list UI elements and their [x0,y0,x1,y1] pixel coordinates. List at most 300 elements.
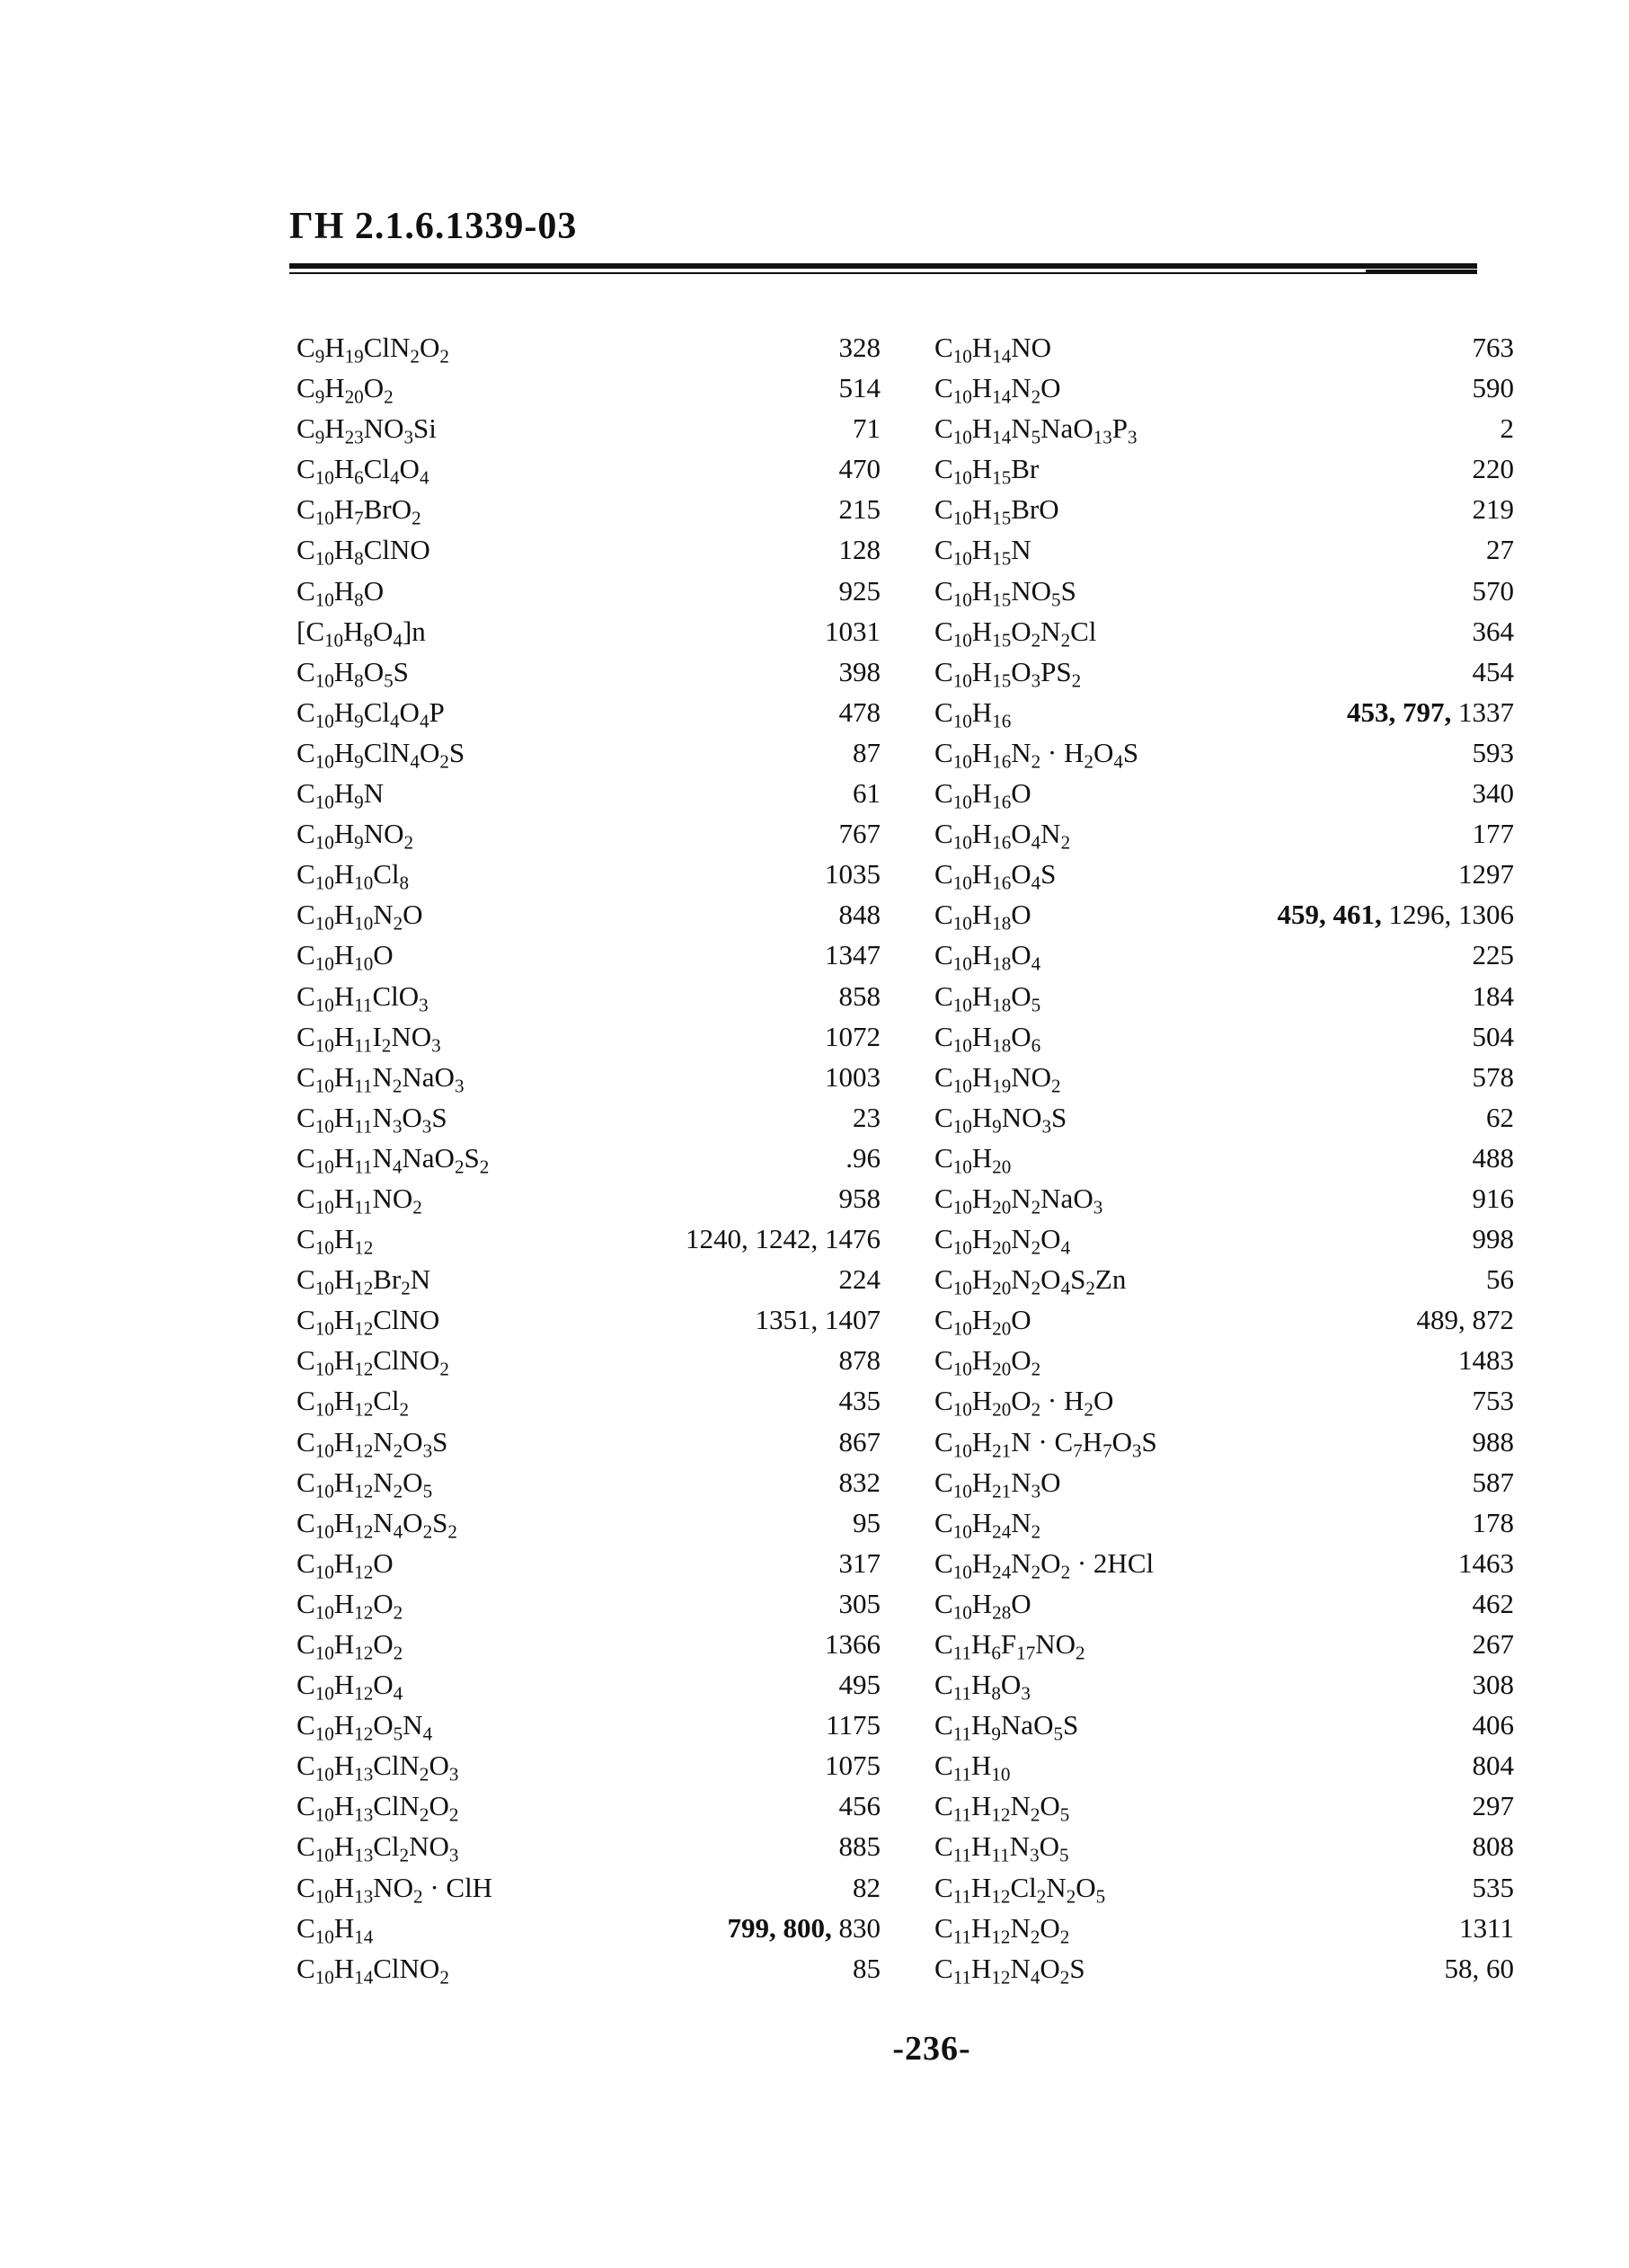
reference-numbers [1473,1785,1515,1826]
formula-row [297,1826,881,1866]
reference-number-text: 435 [838,1385,881,1417]
chemical-formula: $[C_{10}H_8O_4]n$ [297,615,426,651]
reference-number-text: 767 [838,818,881,850]
chemical-formula: $C_{10}H_{14}N_2O$ [934,372,1061,408]
reference-number-text: 489, 872 [1416,1304,1514,1336]
chemical-formula: $C_{10}H_{13}NO_2$ · ClH [297,1871,493,1908]
reference-numbers [1473,1138,1515,1178]
formula-row [934,529,1514,570]
reference-numbers [1458,1543,1514,1583]
chemical-formula: $C_{10}H_{12}ClNO_2$ [297,1344,449,1381]
reference-numbers [853,773,881,813]
formula-row [934,1016,1514,1057]
reference-number-text: 82 [853,1871,881,1903]
reference-numbers [825,935,881,975]
reference-number-text: 804 [1472,1750,1514,1782]
formula-row [297,651,881,692]
reference-number-text: 1351, 1407 [755,1304,881,1336]
reference-numbers [1473,1583,1515,1624]
formula-row [297,1462,881,1502]
formula-row [297,1340,881,1380]
reference-number-text: 587 [1472,1466,1514,1498]
formula-row [297,1178,881,1218]
chemical-formula: $C_{10}H_{12}O_2$ [297,1587,403,1624]
formula-row [934,1097,1514,1138]
reference-numbers [1473,1624,1515,1664]
formula-row [934,1057,1514,1097]
chemical-formula: $C_{11}H_{12}N_4O_2S$ [934,1952,1085,1989]
reference-number-text: 23 [853,1101,881,1133]
formula-index-left-column [297,327,881,1989]
formula-row [297,1502,881,1543]
reference-numbers [839,692,881,732]
formula-row [934,1867,1514,1908]
reference-number-text: 95 [853,1506,881,1538]
reference-numbers [825,1057,881,1097]
chemical-formula: $C_{11}H_{12}N_2O_2$ [934,1911,1070,1948]
formula-row [297,1422,881,1462]
formula-row [297,1543,881,1583]
formula-row [297,1785,881,1826]
formula-row [934,854,1514,894]
formula-row [934,894,1514,935]
chemical-formula: $C_{10}H_{15}N$ [934,534,1031,571]
reference-number-text: 71 [853,412,881,445]
reference-number-text: 590 [1472,372,1514,404]
chemical-formula: $C_{10}H_{21}N \cdot C_7H_7O_3S$ [934,1425,1157,1462]
reference-number-text: 988 [1472,1425,1514,1457]
chemical-formula: $C_{11}H_{11}N_3O_5$ [934,1830,1069,1867]
reference-numbers [839,1462,881,1502]
reference-number-text: 495 [838,1669,881,1701]
reference-numbers [1473,448,1515,489]
chemical-formula: $C_{10}H_{12}ClNO$ [297,1304,440,1340]
chemical-formula: $C_{10}H_{16}N_2 \cdot H_2O_4S$ [934,736,1139,773]
reference-numbers [839,1543,881,1583]
formula-row [934,732,1514,773]
reference-numbers [825,611,881,651]
reference-number-text: 1075 [825,1750,881,1782]
chemical-formula: $C_{10}H_{16}O$ [934,777,1031,813]
chemical-formula: $C_{10}H_{16}O_4N_2$ [934,818,1071,854]
reference-numbers [839,327,881,368]
formula-row [297,448,881,489]
formula-row [297,408,881,448]
formula-row [934,327,1514,368]
bold-reference-numbers: 459, 461, [1277,899,1389,931]
formula-row [297,854,881,894]
chemical-formula: $C_{10}H_{18}O_6$ [934,1020,1041,1057]
reference-numbers [839,813,881,854]
formula-row [934,1502,1514,1543]
reference-numbers [1473,1057,1515,1097]
reference-number-text: 454 [1472,655,1514,687]
formula-row [297,773,881,813]
chemical-formula: $C_{10}H_{13}Cl_2NO_3$ [297,1830,459,1867]
chemical-formula: $C_{11}H_8O_3$ [934,1669,1031,1705]
formula-row [297,692,881,732]
chemical-formula: $C_{10}H_{12}N_4O_2S_2$ [297,1506,457,1543]
reference-numbers [839,448,881,489]
chemical-formula: $C_{10}H_{12}N_2O_5$ [297,1466,433,1502]
formula-row [297,1705,881,1745]
chemical-formula: $C_{10}H_{24}N_2$ [934,1506,1041,1543]
reference-number-text: 1031 [825,615,881,647]
formula-row [297,1664,881,1705]
chemical-formula: $C_{10}H_{12}$ [297,1223,374,1259]
reference-numbers [839,1785,881,1826]
reference-numbers [839,1259,881,1299]
formula-row [934,813,1514,854]
reference-numbers [686,1218,881,1259]
formula-row [297,327,881,368]
reference-numbers [1473,732,1515,773]
formula-row [297,1624,881,1664]
reference-numbers [1486,1097,1514,1138]
reference-numbers [853,732,881,773]
header-rule-tail [1366,270,1477,272]
reference-number-text: 808 [1472,1830,1514,1863]
reference-numbers [1459,1908,1514,1948]
formula-row [934,1785,1514,1826]
reference-number-text: 62 [1486,1101,1514,1133]
reference-numbers [845,1138,881,1178]
reference-numbers [825,1745,881,1785]
formula-row [297,935,881,975]
reference-number-text: 478 [838,695,881,728]
reference-number-text: 297 [1472,1790,1514,1822]
chemical-formula: $C_{11}H_6F_{17}NO_2$ [934,1628,1085,1664]
reference-numbers [853,408,881,448]
formula-row [297,976,881,1016]
reference-numbers [1473,976,1515,1016]
formula-row [934,692,1514,732]
formula-row [934,1462,1514,1502]
reference-numbers [839,1380,881,1421]
chemical-formula: $C_{10}H_{20}N_2O_4S_2Zn$ [934,1263,1127,1299]
chemical-formula: $C_{10}H_{18}O$ [934,899,1031,935]
chemical-formula: $C_{10}H_8O_5S$ [297,655,409,692]
chemical-formula: $C_{11}H_{12}N_2O_5$ [934,1790,1070,1827]
chemical-formula: $C_{10}H_{11}ClO_3$ [297,979,429,1016]
formula-row [297,1259,881,1299]
reference-numbers [756,1299,881,1340]
reference-number-text: 184 [1472,979,1514,1012]
chemical-formula: $C_{10}H_{15}NO_5S$ [934,574,1076,611]
chemical-formula: $C_{10}H_6Cl_4O_4$ [297,453,429,490]
reference-numbers [826,1705,881,1745]
reference-number-text: 535 [1472,1871,1514,1903]
chemical-formula: $C_{10}H_{24}N_2O_2 \cdot 2HCl$ [934,1546,1155,1583]
reference-numbers [1417,1299,1515,1340]
chemical-formula: $C_{10}H_{14}N_5NaO_{13}P_3$ [934,412,1138,448]
reference-number-text: 1347 [825,939,881,971]
reference-number-text: 27 [1486,534,1514,566]
chemical-formula: $C_{10}H_{20}O_2 \cdot H_2O$ [934,1385,1114,1422]
reference-numbers [1473,1502,1515,1543]
formula-row [934,1543,1514,1583]
chemical-formula: $C_{10}H_{20}$ [934,1141,1012,1178]
reference-numbers [1473,1422,1515,1462]
chemical-formula: $C_{10}H_{19}NO_2$ [934,1060,1061,1097]
chemical-formula: $C_{10}H_{14}ClNO_2$ [297,1952,449,1989]
reference-numbers [853,1867,881,1908]
reference-number-text: 87 [853,736,881,768]
reference-number-text: 398 [838,655,881,687]
formula-row [297,1867,881,1908]
reference-number-text: 830 [838,1911,881,1944]
reference-number-text: .96 [845,1141,881,1174]
chemical-formula: $C_{10}H_{12}O_2$ [297,1628,403,1664]
chemical-formula: $C_{10}H_{11}I_2NO_3$ [297,1020,441,1057]
chemical-formula: $C_{10}H_{15}Br$ [934,453,1040,490]
chemical-formula: $C_{10}H_{11}N_2NaO_3$ [297,1060,465,1097]
reference-number-text: 858 [838,979,881,1012]
bold-reference-numbers: 799, 800, [727,1911,839,1944]
reference-number-text: 1483 [1458,1344,1514,1377]
formula-row [934,1259,1514,1299]
reference-numbers [1473,773,1515,813]
reference-numbers [1473,1218,1515,1259]
reference-number-text: 1463 [1458,1546,1514,1579]
formula-row [934,1340,1514,1380]
reference-number-text: 998 [1472,1223,1514,1255]
reference-numbers [1473,1380,1515,1421]
formula-row [297,368,881,408]
chemical-formula: $C_9H_{23}NO_3Si$ [297,412,437,448]
chemical-formula: $C_{10}H_7BrO_2$ [297,493,421,530]
formula-row [934,1624,1514,1664]
reference-number-text: 848 [838,899,881,931]
reference-numbers [1473,368,1515,408]
reference-numbers [1501,408,1515,448]
chemical-formula: $C_{10}H_9N$ [297,777,385,813]
formula-row [934,1948,1514,1989]
reference-number-text: 305 [838,1587,881,1619]
formula-row [297,1138,881,1178]
formula-row [934,611,1514,651]
reference-numbers [1486,1259,1514,1299]
reference-number-text: 832 [838,1466,881,1498]
chemical-formula: $C_{10}H_8O$ [297,574,385,611]
formula-row [934,976,1514,1016]
chemical-formula: $C_{10}H_{15}O_3PS_2$ [934,655,1082,692]
chemical-formula: $C_{10}H_{12}Cl_2$ [297,1385,410,1422]
formula-row [934,368,1514,408]
reference-numbers [1347,692,1514,732]
reference-number-text: 456 [838,1790,881,1822]
reference-number-text: 925 [838,574,881,607]
chemical-formula: $C_{10}H_{11}N_3O_3S$ [297,1101,447,1138]
reference-number-text: 593 [1472,736,1514,768]
formula-row [934,1908,1514,1948]
reference-number-text: 462 [1472,1587,1514,1619]
chemical-formula: $C_{10}H_{15}BrO$ [934,493,1059,530]
chemical-formula: $C_{10}H_{10}N_2O$ [297,899,423,935]
reference-number-text: 1003 [825,1060,881,1093]
reference-number-text: 470 [838,453,881,485]
reference-numbers [1473,935,1515,975]
reference-numbers [1473,1745,1515,1785]
formula-row [934,651,1514,692]
reference-number-text: 225 [1472,939,1514,971]
formula-row [297,813,881,854]
reference-numbers [839,1422,881,1462]
reference-number-text: 56 [1486,1263,1514,1296]
chemical-formula: $C_{10}H_{10}Cl_8$ [297,858,410,894]
chemical-formula: $C_{10}H_8ClNO$ [297,534,430,571]
reference-number-text: 308 [1472,1669,1514,1701]
chemical-formula: $C_{10}H_{28}O$ [934,1587,1031,1624]
reference-numbers [839,1664,881,1705]
reference-numbers [1473,611,1515,651]
reference-numbers [1473,651,1515,692]
document-code: ГН 2.1.6.1339-03 [289,206,578,247]
chemical-formula: $C_{10}H_{14}NO$ [934,332,1052,368]
reference-numbers [839,894,881,935]
reference-numbers [1473,1826,1515,1866]
formula-row [297,1380,881,1421]
reference-number-text: 340 [1472,777,1514,810]
reference-numbers [853,1502,881,1543]
reference-numbers [839,529,881,570]
formula-row [934,1583,1514,1624]
formula-row [297,1057,881,1097]
reference-numbers [1473,327,1515,368]
reference-number-text: 885 [838,1830,881,1863]
reference-numbers [839,368,881,408]
bold-reference-numbers: 453, 797, [1347,695,1458,728]
formula-row [934,1218,1514,1259]
reference-number-text: 916 [1472,1182,1514,1214]
chemical-formula: $C_{10}H_{14}$ [297,1911,374,1948]
formula-row [934,1705,1514,1745]
reference-number-text: 1296, 1306 [1388,899,1514,931]
formula-row [297,1745,881,1785]
reference-numbers [1473,1462,1515,1502]
reference-numbers [853,1097,881,1138]
reference-number-text: 128 [838,534,881,566]
reference-number-text: 406 [1472,1709,1514,1741]
reference-numbers [728,1908,881,1948]
reference-numbers [839,976,881,1016]
formula-row [297,894,881,935]
reference-number-text: 178 [1472,1506,1514,1538]
formula-row [297,1016,881,1057]
reference-numbers [1473,1867,1515,1908]
reference-number-text: 224 [838,1263,881,1296]
chemical-formula: $C_{11}H_9NaO_5S$ [934,1709,1079,1745]
reference-number-text: 267 [1472,1628,1514,1660]
chemical-formula: $C_{10}H_{11}NO_2$ [297,1182,422,1218]
reference-number-text: 958 [838,1182,881,1214]
reference-number-text: 504 [1472,1020,1514,1052]
reference-numbers [1473,1016,1515,1057]
chemical-formula: $C_{11}H_{10}$ [934,1750,1011,1786]
formula-index-right-column [934,327,1514,1989]
reference-numbers [839,489,881,529]
reference-numbers [1473,813,1515,854]
reference-number-text: 215 [838,493,881,526]
chemical-formula: $C_{10}H_{16}O_4S$ [934,858,1057,894]
reference-numbers [839,651,881,692]
reference-number-text: 570 [1472,574,1514,607]
formula-row [934,489,1514,529]
chemical-formula: $C_{10}H_{13}ClN_2O_2$ [297,1790,459,1827]
reference-number-text: 61 [853,777,881,810]
reference-number-text: 1175 [826,1709,881,1741]
reference-number-text: 1366 [825,1628,881,1660]
reference-number-text: 85 [853,1952,881,1984]
chemical-formula: $C_{10}H_{18}O_4$ [934,939,1041,976]
reference-numbers [1458,1340,1514,1380]
formula-row [934,773,1514,813]
reference-number-text: 219 [1472,493,1514,526]
formula-row [297,1908,881,1948]
formula-row [934,448,1514,489]
page-number: -236- [892,2030,971,2068]
header-rule-thin [289,272,1477,274]
reference-numbers [825,1016,881,1057]
chemical-formula: $C_{10}H_{12}Br_2N$ [297,1263,431,1299]
chemical-formula: $C_{10}H_{20}N_2O_4$ [934,1223,1071,1259]
formula-row [934,1138,1514,1178]
chemical-formula: $C_{10}H_{12}N_2O_3S$ [297,1425,448,1462]
formula-row [297,611,881,651]
chemical-formula: $C_{10}H_{20}O$ [934,1304,1031,1340]
chemical-formula: $C_{11}H_{12}Cl_2N_2O_5$ [934,1871,1106,1908]
reference-numbers [1458,854,1514,894]
chemical-formula: $C_{10}H_9NO_3S$ [934,1101,1067,1138]
formula-row [934,1299,1514,1340]
formula-row [297,571,881,611]
reference-number-text: 2 [1500,412,1514,445]
formula-row [934,408,1514,448]
chemical-formula: $C_{10}H_{12}O$ [297,1546,394,1583]
formula-row [934,1178,1514,1218]
reference-numbers [839,1178,881,1218]
reference-number-text: 1035 [825,858,881,890]
chemical-formula: $C_9H_{19}ClN_2O_2$ [297,332,449,368]
reference-number-text: 1337 [1458,695,1514,728]
reference-number-text: 514 [838,372,881,404]
reference-number-text: 328 [838,332,881,363]
formula-row [297,1097,881,1138]
formula-row [934,1380,1514,1421]
chemical-formula: $C_9H_{20}O_2$ [297,372,394,408]
reference-numbers [1473,489,1515,529]
formula-row [934,935,1514,975]
chemical-formula: $C_{10}H_{11}N_4NaO_2S_2$ [297,1141,490,1178]
reference-numbers [839,1340,881,1380]
formula-row [934,1664,1514,1705]
reference-number-text: 753 [1472,1385,1514,1417]
formula-row [934,1422,1514,1462]
chemical-formula: $C_{10}H_{21}N_3O$ [934,1466,1061,1502]
formula-row [297,1218,881,1259]
formula-row [934,1745,1514,1785]
chemical-formula: $C_{10}H_{13}ClN_2O_3$ [297,1750,459,1786]
chemical-formula: $C_{10}H_{16}$ [934,695,1012,732]
reference-numbers [1473,1664,1515,1705]
reference-number-text: 364 [1472,615,1514,647]
reference-numbers [839,1583,881,1624]
reference-number-text: 763 [1472,332,1514,363]
chemical-formula: $C_{10}H_9Cl_4O_4P$ [297,695,445,732]
reference-number-text: 1240, 1242, 1476 [686,1223,881,1255]
chemical-formula: $C_{10}H_{12}O_4$ [297,1669,403,1705]
chemical-formula: $C_{10}H_{20}N_2NaO_3$ [934,1182,1103,1218]
